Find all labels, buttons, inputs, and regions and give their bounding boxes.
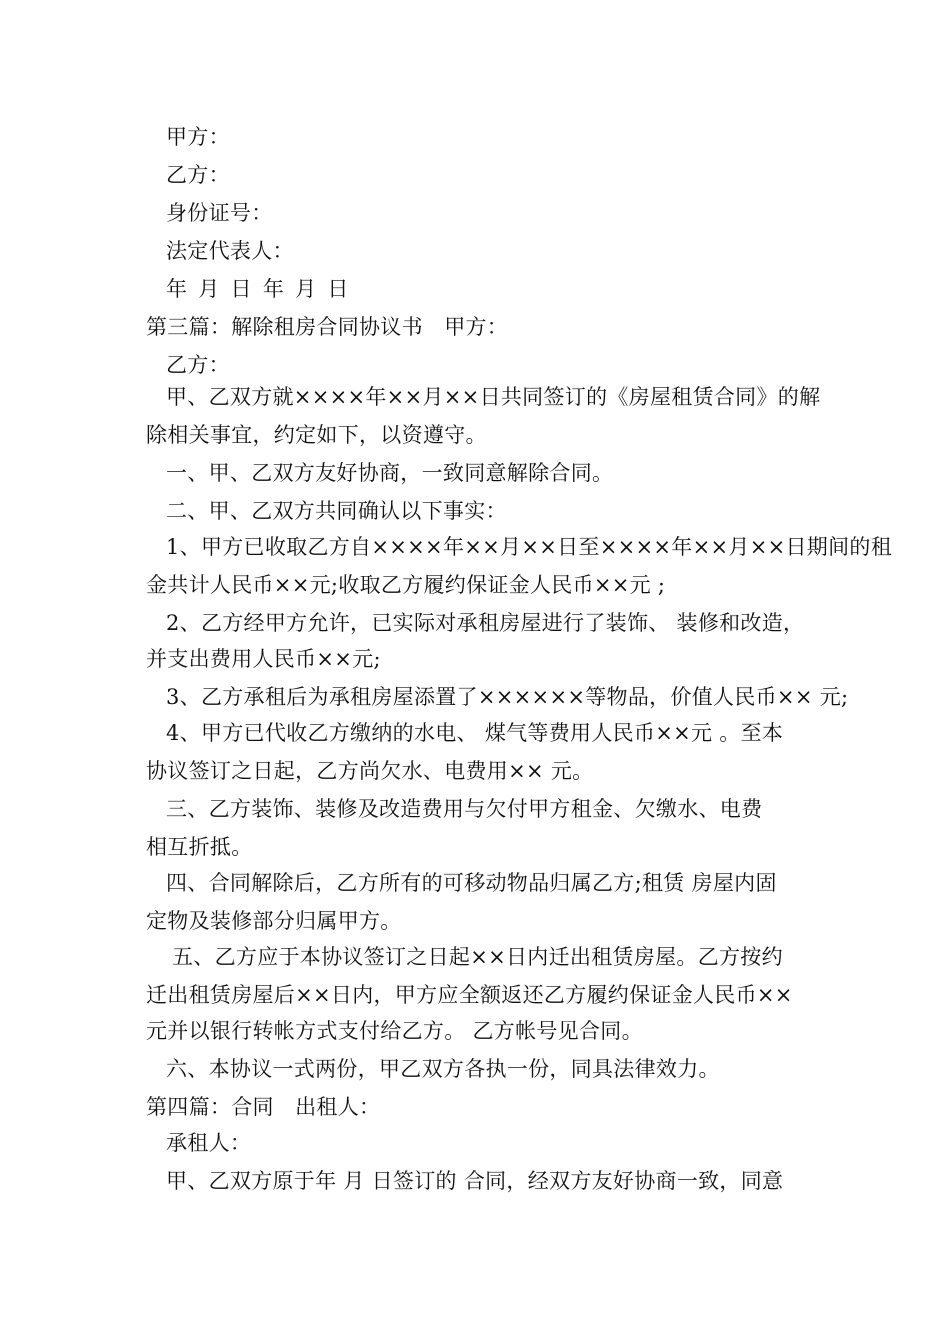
party-b-label-2: 乙方： <box>166 353 230 377</box>
id-number-label: 身份证号： <box>166 201 273 225</box>
clause-3-line: 相互折抵。 <box>146 835 253 859</box>
legal-representative-label: 法定代表人： <box>166 239 294 263</box>
lessee-label: 承租人： <box>166 1131 252 1155</box>
clause-4-line: 四、合同解除后，乙方所有的可移动物品归属乙方;租赁 房屋内固 <box>166 871 777 895</box>
paragraph-line: 甲、乙双方就××××年××月××日共同签订的《房屋租赁合同》的解 <box>166 385 821 409</box>
clause-1: 一、甲、乙双方友好协商，一致同意解除合同。 <box>166 461 614 485</box>
clause-5-line: 元并以银行转帐方式支付给乙方。 乙方帐号见合同。 <box>146 1019 643 1043</box>
clause-2: 二、甲、乙双方共同确认以下事实： <box>166 499 507 523</box>
fact-3-line: 3、乙方承租后为承租房屋添置了××××××等物品，价值人民币×× 元; <box>166 685 849 709</box>
paragraph-line: 除相关事宜，约定如下，以资遵守。 <box>146 423 487 447</box>
party-b-label: 乙方： <box>166 163 230 187</box>
section-heading-4: 第四篇：合同 出租人： <box>146 1095 381 1119</box>
date-line: 年 月 日 年 月 日 <box>166 277 349 301</box>
clause-5-line: 五、乙方应于本协议签订之日起××日内迁出租赁房屋。乙方按约 <box>172 945 783 969</box>
clause-4-line: 定物及装修部分归属甲方。 <box>146 909 402 933</box>
fact-1-line: 1、甲方已收取乙方自××××年××月××日至××××年××月××日期间的租 <box>166 535 892 559</box>
fact-1-line: 金共计人民币××元;收取乙方履约保证金人民币××元 ; <box>146 573 666 597</box>
clause-6: 六、本协议一式两份，甲乙双方各执一份，同具法律效力。 <box>166 1057 720 1081</box>
section-heading-3: 第三篇：解除租房合同协议书 甲方： <box>146 315 509 339</box>
fact-4-line: 4、甲方已代收乙方缴纳的水电、 煤气等费用人民币××元 。至本 <box>166 721 784 745</box>
paragraph-line: 甲、乙双方原于年 月 日签订的 合同，经双方友好协商一致，同意 <box>166 1169 784 1193</box>
fact-2-line: 并支出费用人民币××元; <box>146 647 381 671</box>
clause-5-line: 迁出租赁房屋后××日内，甲方应全额返还乙方履约保证金人民币×× <box>146 983 793 1007</box>
fact-4-line: 协议签订之日起，乙方尚欠水、电费用×× 元。 <box>146 759 594 783</box>
clause-3-line: 三、乙方装饰、装修及改造费用与欠付甲方租金、欠缴水、电费 <box>166 797 763 821</box>
party-a-label: 甲方： <box>166 125 230 149</box>
fact-2-line: 2、乙方经甲方允许，已实际对承租房屋进行了装饰、 装修和改造， <box>166 611 805 635</box>
